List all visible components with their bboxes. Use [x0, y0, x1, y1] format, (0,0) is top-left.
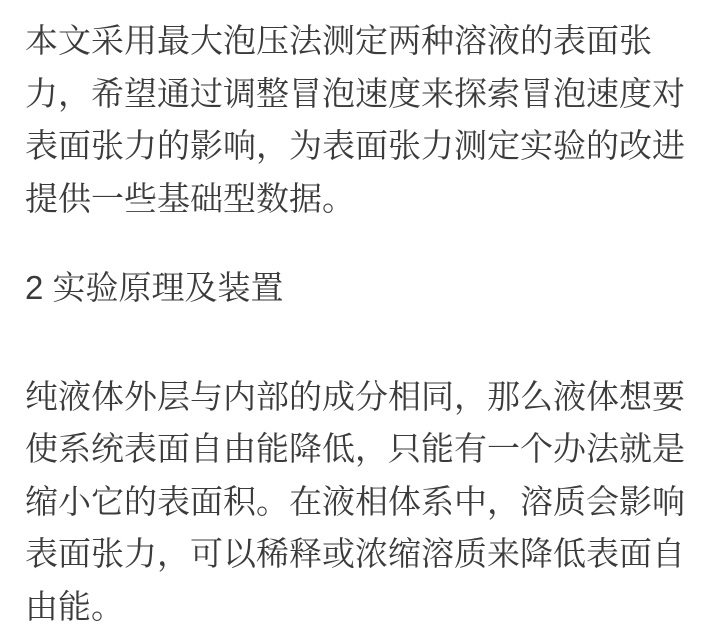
intro-paragraph: 本文采用最大泡压法测定两种溶液的表面张力，希望通过调整冒泡速度来探索冒泡速度对表面张力的影响，为表面张力测定实验的改进提供一些基础型数据。	[25, 22, 685, 217]
section-heading: 2 实验原理及装置	[25, 269, 284, 306]
article-body	[25, 15, 685, 627]
principle-paragraph: 纯液体外层与内部的成分相同，那么液体想要使系统表面自由能降低，只能有一个办法就是缩小它的表面积。在液相体系中，溶质会影响表面张力，可以稀释或浓缩溶质来降低表面自由能。	[25, 377, 685, 625]
